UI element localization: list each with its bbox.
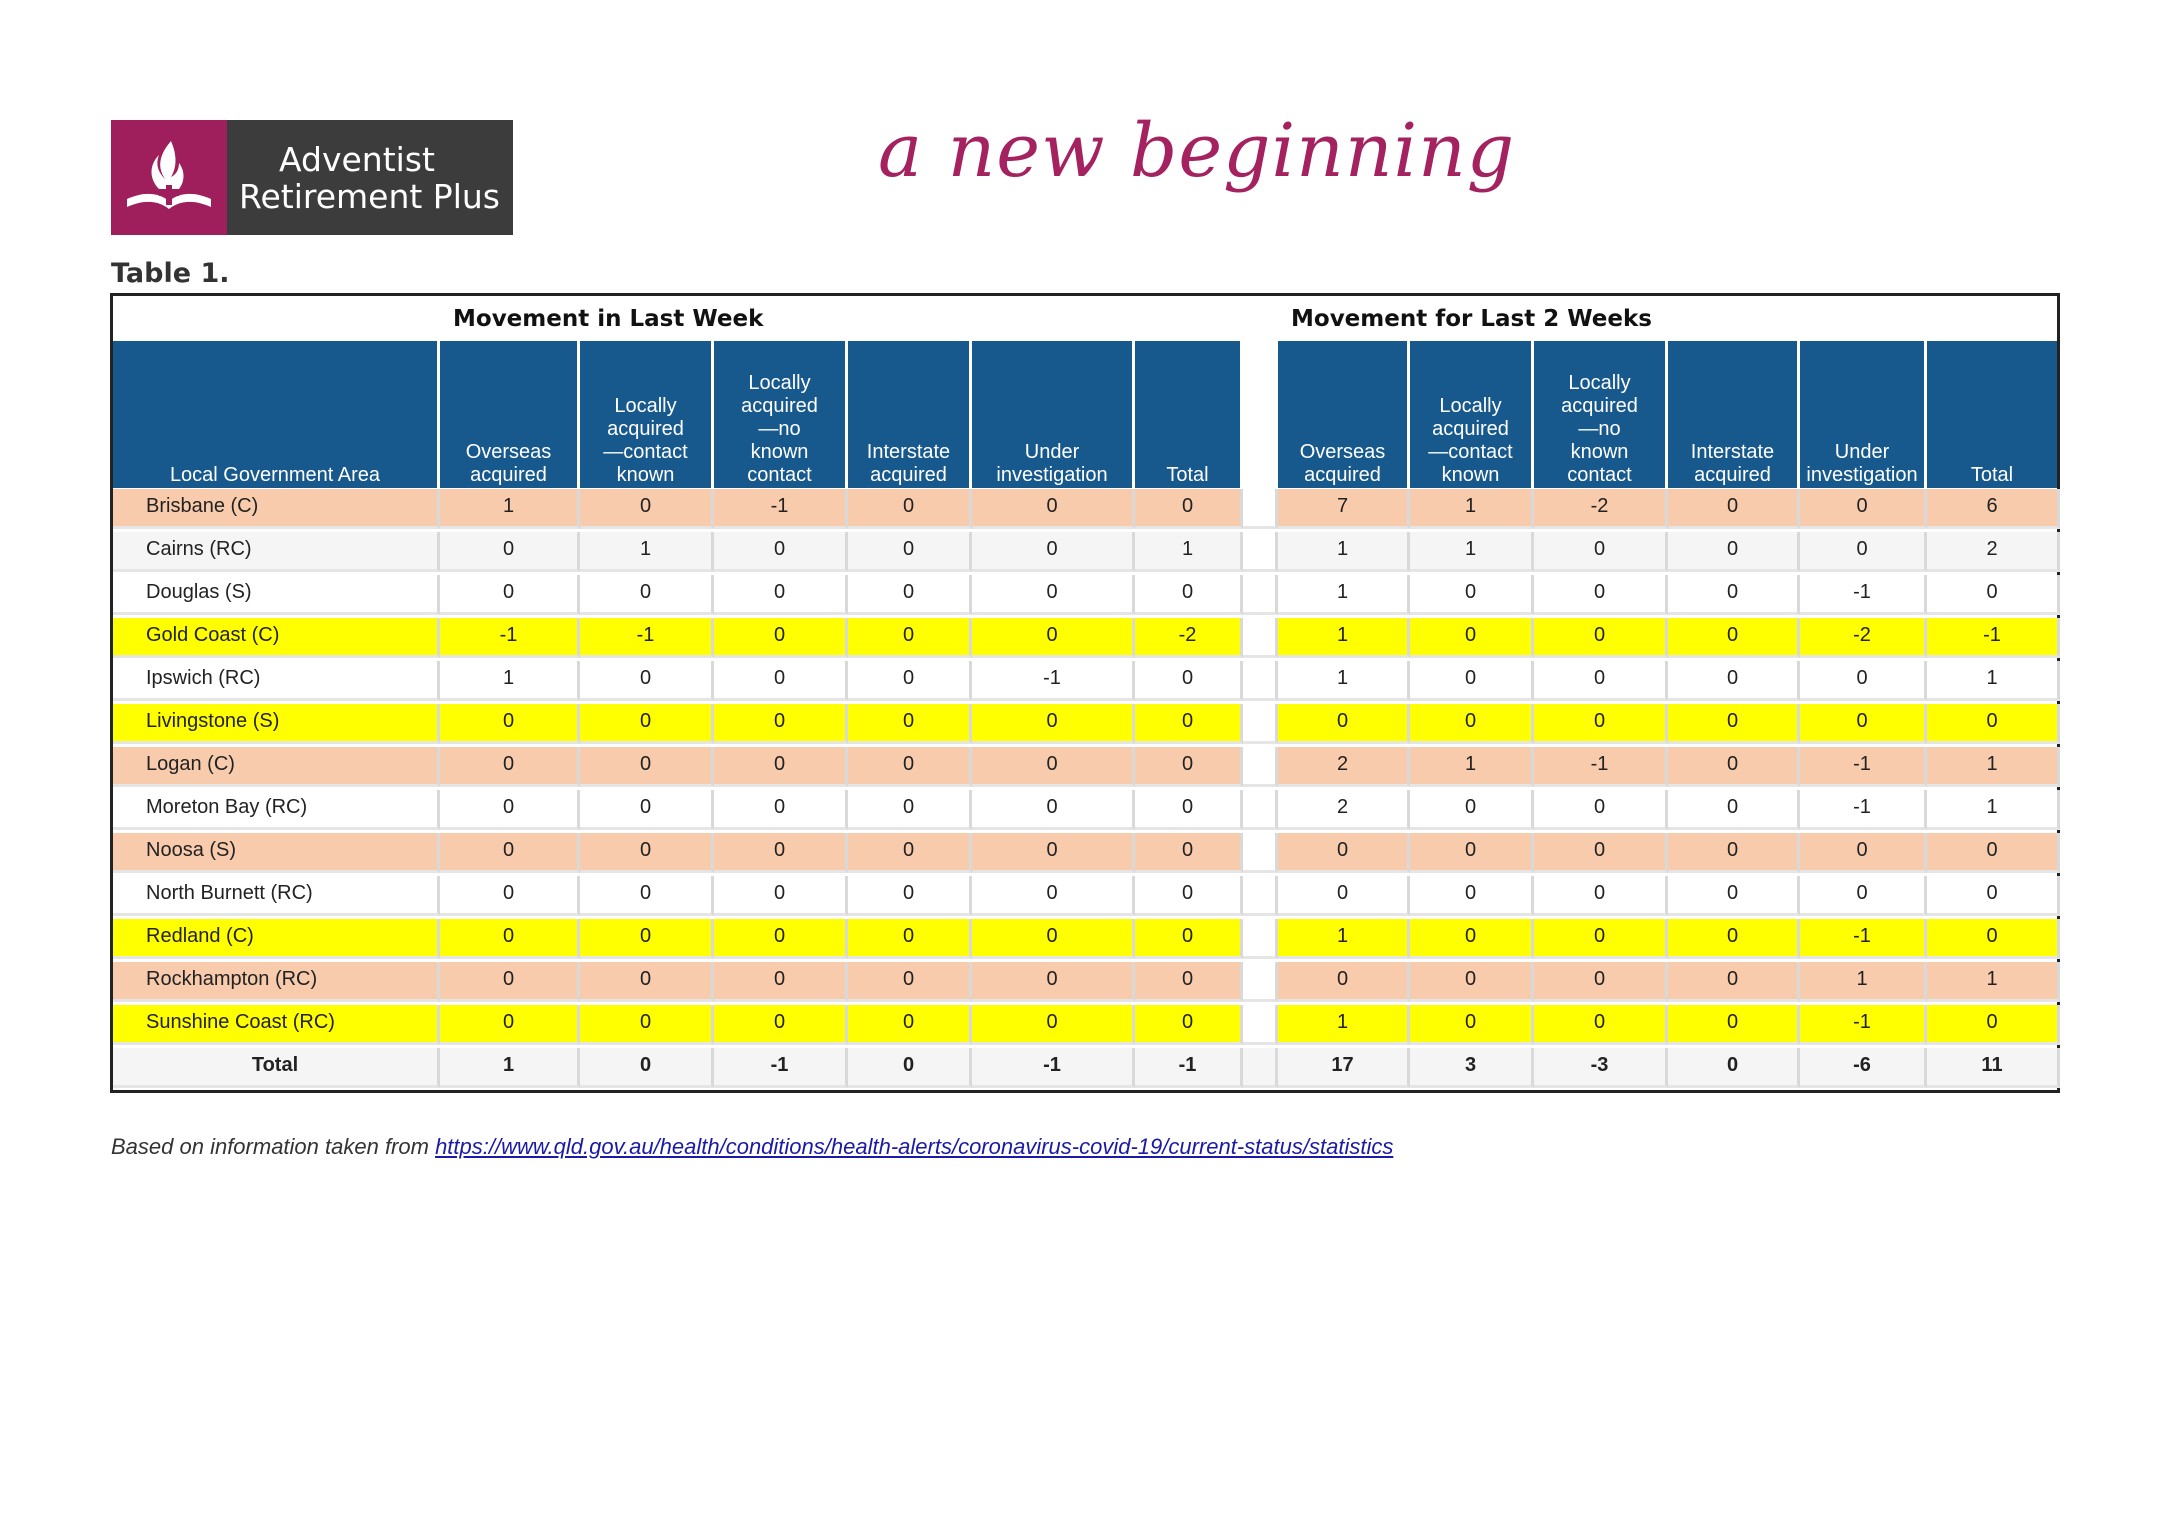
flame-bible-icon: [119, 133, 219, 223]
week-local-no-contact-value: 0: [714, 919, 848, 959]
week-interstate-value: 0: [848, 489, 972, 529]
week-total-value: 0: [1135, 1005, 1243, 1045]
2weeks-investigation-value: 0: [1800, 833, 1927, 873]
week-investigation-value: 0: [972, 962, 1135, 1002]
2weeks-total-value: 0: [1927, 575, 2060, 615]
2weeks-local-contact-value: 0: [1410, 618, 1534, 658]
week-local-no-contact-value: 0: [714, 575, 848, 615]
group-gap: [1243, 1048, 1278, 1088]
header-line: Local Government Area: [169, 464, 381, 486]
week-interstate-value: 0: [848, 1048, 972, 1088]
week-investigation-value: 0: [972, 876, 1135, 916]
2weeks-investigation-value: 1: [1800, 962, 1927, 1002]
2weeks-local-contact-value: 1: [1410, 747, 1534, 787]
header-2weeks-interstate: [1668, 341, 1797, 488]
header-2weeks-local-contact: [1410, 341, 1531, 488]
week-investigation-value: 0: [972, 747, 1135, 787]
2weeks-overseas-value: 0: [1278, 704, 1410, 744]
footnote-prefix: Based on information taken from: [111, 1134, 436, 1159]
2weeks-local-contact-value: 0: [1410, 919, 1534, 959]
week-interstate-value: 0: [848, 876, 972, 916]
week-local-no-contact-value: -1: [714, 489, 848, 529]
week-investigation-value: 0: [972, 919, 1135, 959]
header-line: —no: [1578, 418, 1621, 440]
area-name: Moreton Bay (RC): [113, 790, 440, 830]
2weeks-overseas-value: 1: [1278, 1005, 1410, 1045]
2weeks-overseas-value: 1: [1278, 618, 1410, 658]
area-name: Gold Coast (C): [113, 618, 440, 658]
2weeks-total-value: 0: [1927, 1005, 2060, 1045]
2weeks-local-no-contact-value: -2: [1534, 489, 1668, 529]
header-week-local-no-contact-text: [741, 372, 818, 487]
header-2weeks-local-no-contact-text: [1561, 372, 1638, 487]
week-investigation-value: 0: [972, 790, 1135, 830]
header-line: Under: [1024, 441, 1080, 463]
2weeks-local-no-contact-value: 0: [1534, 790, 1668, 830]
header-2weeks-total-text: [1971, 464, 2013, 487]
2weeks-investigation-value: -1: [1800, 919, 1927, 959]
week-total-value: -2: [1135, 618, 1243, 658]
2weeks-total-value: 2: [1927, 532, 2060, 572]
2weeks-overseas-value: 0: [1278, 833, 1410, 873]
2weeks-investigation-value: -1: [1800, 747, 1927, 787]
header-line: Locally: [748, 372, 811, 394]
week-local-no-contact-value: 0: [714, 704, 848, 744]
header-line: known: [1441, 464, 1500, 486]
area-name: Redland (C): [113, 919, 440, 959]
header-2weeks-local-contact-text: [1428, 395, 1512, 487]
header-line: investigation: [996, 464, 1108, 486]
2weeks-investigation-value: -1: [1800, 790, 1927, 830]
week-local-contact-value: 0: [580, 661, 714, 701]
header-line: Total: [1166, 464, 1209, 486]
header-week-local-contact-text: [603, 395, 687, 487]
logo-text: [227, 120, 513, 235]
group-title-last-week: Movement in Last Week: [453, 306, 764, 332]
2weeks-investigation-value: 0: [1800, 876, 1927, 916]
2weeks-overseas-value: 17: [1278, 1048, 1410, 1088]
group-gap: [1243, 532, 1278, 572]
2weeks-investigation-value: 0: [1800, 704, 1927, 744]
header-line: acquired: [1694, 464, 1771, 486]
group-gap: [1243, 661, 1278, 701]
week-local-no-contact-value: 0: [714, 747, 848, 787]
header-line: Interstate: [1690, 441, 1775, 463]
data-table: [110, 293, 2060, 1093]
2weeks-local-contact-value: 0: [1410, 876, 1534, 916]
header-week-overseas-text: [466, 441, 552, 487]
week-total-value: 0: [1135, 919, 1243, 959]
2weeks-local-contact-value: 0: [1410, 704, 1534, 744]
header-line: acquired: [1304, 464, 1381, 486]
header-week-local-no-contact: [714, 341, 845, 488]
2weeks-total-value: 6: [1927, 489, 2060, 529]
week-interstate-value: 0: [848, 962, 972, 1002]
group-gap: [1243, 704, 1278, 744]
header-2weeks-investigation-text: [1806, 441, 1917, 487]
2weeks-local-contact-value: 1: [1410, 489, 1534, 529]
header-line: Locally: [614, 395, 677, 417]
area-name: Sunshine Coast (RC): [113, 1005, 440, 1045]
week-interstate-value: 0: [848, 575, 972, 615]
2weeks-investigation-value: -6: [1800, 1048, 1927, 1088]
2weeks-interstate-value: 0: [1668, 532, 1800, 572]
2weeks-total-value: 11: [1927, 1048, 2060, 1088]
2weeks-interstate-value: 0: [1668, 704, 1800, 744]
2weeks-local-contact-value: 0: [1410, 962, 1534, 1002]
2weeks-total-value: 1: [1927, 962, 2060, 1002]
2weeks-interstate-value: 0: [1668, 747, 1800, 787]
header-line: known: [616, 464, 675, 486]
2weeks-local-contact-value: 0: [1410, 790, 1534, 830]
2weeks-interstate-value: 0: [1668, 919, 1800, 959]
week-local-no-contact-value: 0: [714, 532, 848, 572]
group-gap: [1243, 962, 1278, 1002]
week-overseas-value: 0: [440, 833, 580, 873]
header-line: Under: [1834, 441, 1890, 463]
week-total-value: 0: [1135, 661, 1243, 701]
2weeks-interstate-value: 0: [1668, 661, 1800, 701]
2weeks-local-no-contact-value: 0: [1534, 962, 1668, 1002]
header-line: —no: [758, 418, 801, 440]
week-local-contact-value: 0: [580, 747, 714, 787]
week-total-value: 0: [1135, 876, 1243, 916]
header-line: Overseas: [1299, 441, 1386, 463]
logo: [111, 120, 513, 235]
2weeks-overseas-value: 2: [1278, 790, 1410, 830]
header-line: contact: [747, 464, 812, 486]
week-total-value: -1: [1135, 1048, 1243, 1088]
week-local-no-contact-value: 0: [714, 790, 848, 830]
area-name: Rockhampton (RC): [113, 962, 440, 1002]
week-overseas-value: -1: [440, 618, 580, 658]
week-overseas-value: 1: [440, 1048, 580, 1088]
week-local-contact-value: 0: [580, 790, 714, 830]
week-local-contact-value: 0: [580, 919, 714, 959]
area-name: North Burnett (RC): [113, 876, 440, 916]
2weeks-local-no-contact-value: 0: [1534, 661, 1668, 701]
week-local-no-contact-value: -1: [714, 1048, 848, 1088]
week-total-value: 0: [1135, 489, 1243, 529]
group-title-last-2-weeks: Movement for Last 2 Weeks: [1291, 306, 1652, 332]
logo-line-2: Retirement Plus: [239, 176, 500, 216]
week-overseas-value: 1: [440, 661, 580, 701]
week-investigation-value: 0: [972, 1005, 1135, 1045]
2weeks-total-value: 1: [1927, 661, 2060, 701]
week-interstate-value: 0: [848, 747, 972, 787]
2weeks-total-value: 1: [1927, 790, 2060, 830]
2weeks-local-no-contact-value: -3: [1534, 1048, 1668, 1088]
header-area-text: [170, 464, 380, 487]
week-investigation-value: -1: [972, 661, 1135, 701]
header-line: known: [1570, 441, 1629, 463]
header-line: Overseas: [465, 441, 552, 463]
2weeks-investigation-value: 0: [1800, 489, 1927, 529]
header-line: —contact: [1428, 441, 1513, 463]
2weeks-overseas-value: 2: [1278, 747, 1410, 787]
header-week-total: [1135, 341, 1240, 488]
2weeks-investigation-value: 0: [1800, 661, 1927, 701]
table-label: Table 1.: [111, 258, 230, 289]
week-interstate-value: 0: [848, 1005, 972, 1045]
week-local-contact-value: 0: [580, 489, 714, 529]
2weeks-interstate-value: 0: [1668, 790, 1800, 830]
2weeks-local-contact-value: 3: [1410, 1048, 1534, 1088]
week-local-contact-value: 0: [580, 962, 714, 1002]
week-interstate-value: 0: [848, 833, 972, 873]
week-overseas-value: 0: [440, 1005, 580, 1045]
group-gap: [1243, 790, 1278, 830]
week-total-value: 0: [1135, 747, 1243, 787]
2weeks-overseas-value: 1: [1278, 532, 1410, 572]
week-interstate-value: 0: [848, 661, 972, 701]
week-local-contact-value: 0: [580, 876, 714, 916]
group-gap: [1243, 747, 1278, 787]
area-name: Brisbane (C): [113, 489, 440, 529]
header-line: known: [750, 441, 809, 463]
2weeks-interstate-value: 0: [1668, 618, 1800, 658]
2weeks-local-no-contact-value: 0: [1534, 704, 1668, 744]
week-interstate-value: 0: [848, 790, 972, 830]
week-local-no-contact-value: 0: [714, 833, 848, 873]
header-week-overseas: [440, 341, 577, 488]
week-investigation-value: 0: [972, 618, 1135, 658]
header-week-interstate-text: [867, 441, 950, 487]
week-overseas-value: 0: [440, 747, 580, 787]
2weeks-overseas-value: 1: [1278, 919, 1410, 959]
area-name: Noosa (S): [113, 833, 440, 873]
area-name: Douglas (S): [113, 575, 440, 615]
week-overseas-value: 1: [440, 489, 580, 529]
header-line: acquired: [741, 395, 818, 417]
2weeks-total-value: 0: [1927, 876, 2060, 916]
2weeks-investigation-value: -2: [1800, 618, 1927, 658]
header-2weeks-total: [1927, 341, 2057, 488]
week-overseas-value: 0: [440, 532, 580, 572]
header-week-investigation-text: [996, 441, 1107, 487]
week-total-value: 0: [1135, 704, 1243, 744]
2weeks-interstate-value: 0: [1668, 489, 1800, 529]
week-local-no-contact-value: 0: [714, 1005, 848, 1045]
week-overseas-value: 0: [440, 575, 580, 615]
area-name: Ipswich (RC): [113, 661, 440, 701]
group-gap: [1243, 919, 1278, 959]
week-local-contact-value: 0: [580, 704, 714, 744]
2weeks-total-value: 1: [1927, 747, 2060, 787]
week-local-contact-value: 0: [580, 1048, 714, 1088]
2weeks-local-no-contact-value: 0: [1534, 618, 1668, 658]
week-total-value: 1: [1135, 532, 1243, 572]
2weeks-total-value: -1: [1927, 618, 2060, 658]
header-2weeks-investigation: [1800, 341, 1924, 488]
header-line: Locally: [1439, 395, 1502, 417]
week-total-value: 0: [1135, 962, 1243, 1002]
logo-line-1: Adventist: [279, 139, 435, 179]
week-total-value: 0: [1135, 833, 1243, 873]
header-week-investigation: [972, 341, 1132, 488]
week-interstate-value: 0: [848, 919, 972, 959]
header-line: Locally: [1568, 372, 1631, 394]
area-name: Cairns (RC): [113, 532, 440, 572]
group-gap: [1243, 575, 1278, 615]
group-gap: [1243, 876, 1278, 916]
2weeks-interstate-value: 0: [1668, 833, 1800, 873]
2weeks-local-contact-value: 0: [1410, 661, 1534, 701]
slogan: a new beginning: [878, 108, 1516, 194]
2weeks-investigation-value: 0: [1800, 532, 1927, 572]
header-2weeks-local-no-contact: [1534, 341, 1665, 488]
2weeks-investigation-value: -1: [1800, 1005, 1927, 1045]
header-line: acquired: [607, 418, 684, 440]
header-2weeks-overseas: [1278, 341, 1407, 488]
header-area: [113, 341, 437, 488]
week-total-value: 0: [1135, 790, 1243, 830]
header-line: acquired: [1561, 395, 1638, 417]
header-2weeks-interstate-text: [1691, 441, 1774, 487]
header-line: Total: [1970, 464, 2014, 486]
week-investigation-value: 0: [972, 833, 1135, 873]
week-local-contact-value: 1: [580, 532, 714, 572]
header-line: —contact: [603, 441, 688, 463]
2weeks-local-contact-value: 0: [1410, 575, 1534, 615]
week-local-no-contact-value: 0: [714, 962, 848, 1002]
week-local-contact-value: 0: [580, 1005, 714, 1045]
area-name: Logan (C): [113, 747, 440, 787]
week-interstate-value: 0: [848, 704, 972, 744]
week-overseas-value: 0: [440, 962, 580, 1002]
week-investigation-value: 0: [972, 575, 1135, 615]
header-line: acquired: [1432, 418, 1509, 440]
header-line: Interstate: [866, 441, 951, 463]
week-local-contact-value: 0: [580, 833, 714, 873]
header-week-local-contact: [580, 341, 711, 488]
week-local-contact-value: 0: [580, 575, 714, 615]
week-investigation-value: 0: [972, 489, 1135, 529]
2weeks-local-no-contact-value: 0: [1534, 575, 1668, 615]
group-gap: [1243, 833, 1278, 873]
week-overseas-value: 0: [440, 704, 580, 744]
week-interstate-value: 0: [848, 618, 972, 658]
2weeks-interstate-value: 0: [1668, 876, 1800, 916]
week-investigation-value: 0: [972, 532, 1135, 572]
2weeks-local-no-contact-value: 0: [1534, 919, 1668, 959]
group-gap: [1243, 1005, 1278, 1045]
logo-mark: [111, 120, 227, 235]
group-gap: [1243, 489, 1278, 529]
header-line: acquired: [870, 464, 947, 486]
week-local-no-contact-value: 0: [714, 618, 848, 658]
source-link[interactable]: https://www.qld.gov.au/health/conditions/health-alerts/coronavirus-covid-19/current-status/statistics: [435, 1134, 1394, 1159]
footnote: [111, 1134, 1393, 1160]
2weeks-local-no-contact-value: 0: [1534, 1005, 1668, 1045]
week-local-no-contact-value: 0: [714, 876, 848, 916]
2weeks-interstate-value: 0: [1668, 1005, 1800, 1045]
2weeks-local-no-contact-value: 0: [1534, 833, 1668, 873]
week-local-no-contact-value: 0: [714, 661, 848, 701]
week-total-value: 0: [1135, 575, 1243, 615]
2weeks-interstate-value: 0: [1668, 575, 1800, 615]
2weeks-overseas-value: 1: [1278, 575, 1410, 615]
week-investigation-value: 0: [972, 704, 1135, 744]
total-label: Total: [113, 1048, 440, 1088]
2weeks-overseas-value: 0: [1278, 876, 1410, 916]
2weeks-interstate-value: 0: [1668, 962, 1800, 1002]
week-overseas-value: 0: [440, 790, 580, 830]
2weeks-local-no-contact-value: -1: [1534, 747, 1668, 787]
week-interstate-value: 0: [848, 532, 972, 572]
week-overseas-value: 0: [440, 919, 580, 959]
group-gap: [1243, 618, 1278, 658]
header-line: investigation: [1806, 464, 1918, 486]
2weeks-local-contact-value: 0: [1410, 1005, 1534, 1045]
week-overseas-value: 0: [440, 876, 580, 916]
header-line: acquired: [470, 464, 547, 486]
header-week-total-text: [1166, 464, 1208, 487]
2weeks-total-value: 0: [1927, 833, 2060, 873]
header-week-interstate: [848, 341, 969, 488]
2weeks-interstate-value: 0: [1668, 1048, 1800, 1088]
week-investigation-value: -1: [972, 1048, 1135, 1088]
2weeks-local-contact-value: 1: [1410, 532, 1534, 572]
2weeks-total-value: 0: [1927, 704, 2060, 744]
area-name: Livingstone (S): [113, 704, 440, 744]
2weeks-local-no-contact-value: 0: [1534, 532, 1668, 572]
week-local-contact-value: -1: [580, 618, 714, 658]
2weeks-overseas-value: 0: [1278, 962, 1410, 1002]
header-2weeks-overseas-text: [1300, 441, 1386, 487]
2weeks-overseas-value: 1: [1278, 661, 1410, 701]
2weeks-total-value: 0: [1927, 919, 2060, 959]
2weeks-local-contact-value: 0: [1410, 833, 1534, 873]
2weeks-overseas-value: 7: [1278, 489, 1410, 529]
2weeks-investigation-value: -1: [1800, 575, 1927, 615]
2weeks-local-no-contact-value: 0: [1534, 876, 1668, 916]
header-line: contact: [1567, 464, 1632, 486]
